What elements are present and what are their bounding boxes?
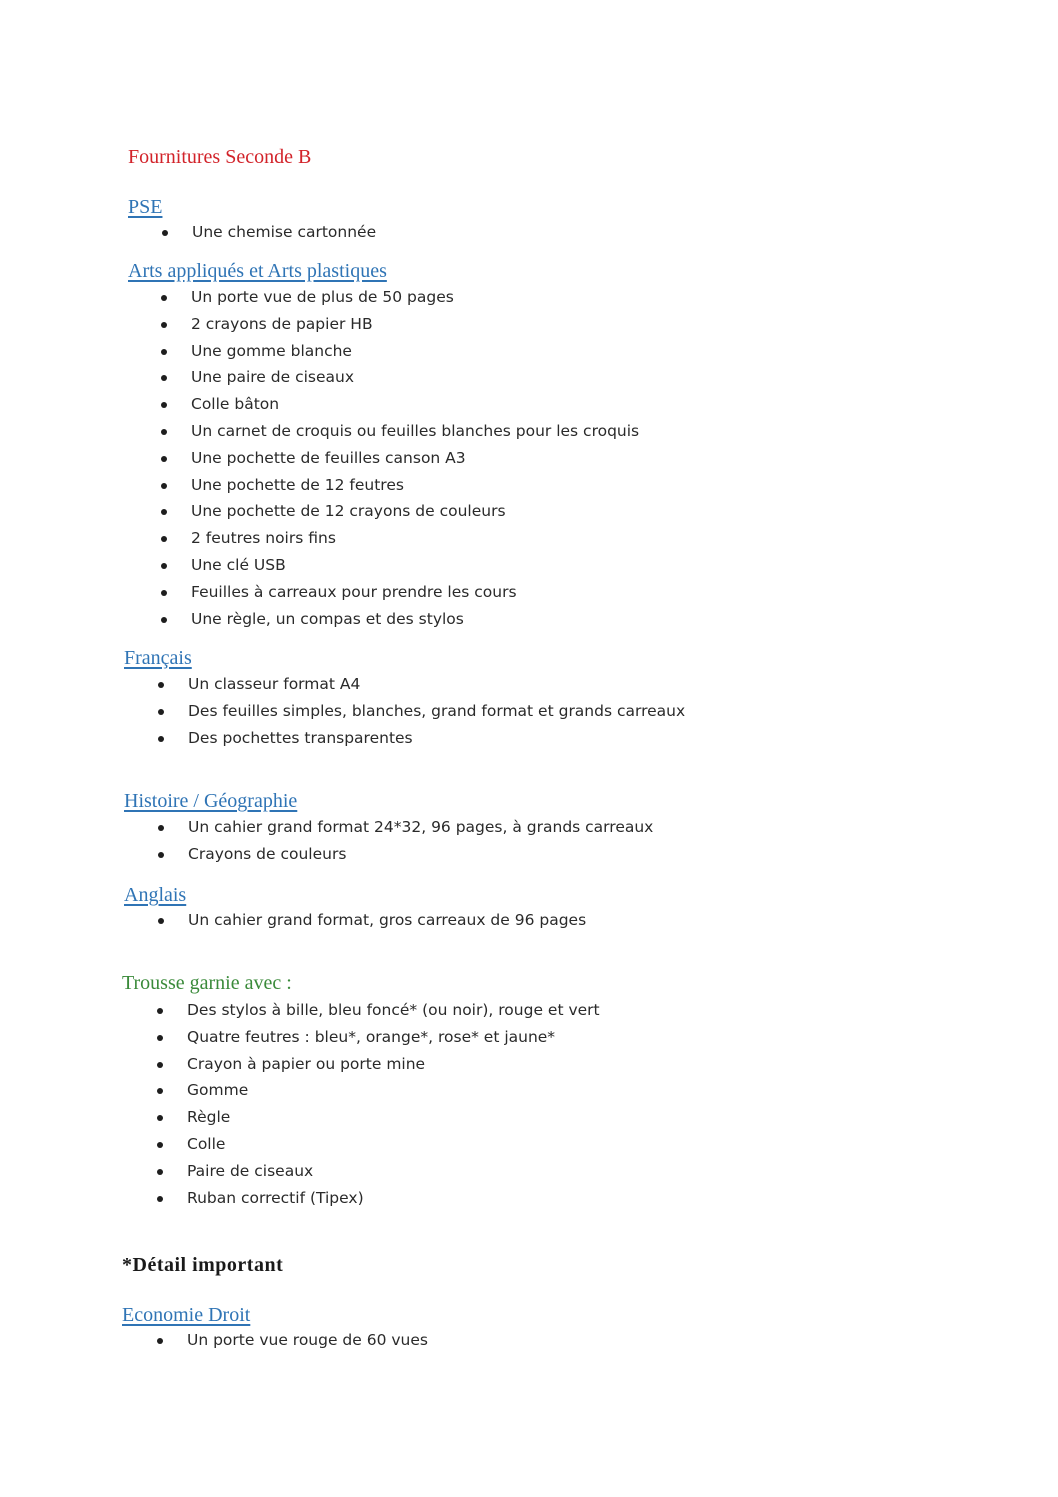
list-item: 2 crayons de papier HB bbox=[161, 311, 639, 338]
list-francais bbox=[158, 671, 685, 751]
list-item: Crayons de couleurs bbox=[158, 841, 653, 868]
list-item: 2 feutres noirs fins bbox=[161, 525, 639, 552]
list-item: Une gomme blanche bbox=[161, 338, 639, 365]
list-item: Un classeur format A4 bbox=[158, 671, 685, 698]
list-item: Une règle, un compas et des stylos bbox=[161, 606, 639, 633]
list-trousse bbox=[157, 997, 600, 1211]
list-histoire-geographie bbox=[158, 814, 653, 868]
list-item: Un porte vue rouge de 60 vues bbox=[157, 1327, 428, 1354]
section-heading-pse: PSE bbox=[128, 196, 163, 218]
important-note-heading: *Détail important bbox=[122, 1254, 284, 1276]
list-item: Gomme bbox=[157, 1077, 600, 1104]
section-heading-anglais: Anglais bbox=[124, 884, 187, 906]
list-item: Un cahier grand format, gros carreaux de 96 pages bbox=[158, 907, 586, 934]
list-arts bbox=[161, 284, 639, 632]
list-item: Une paire de ciseaux bbox=[161, 364, 639, 391]
section-heading-francais: Français bbox=[124, 647, 192, 669]
document-title: Fournitures Seconde B bbox=[128, 146, 312, 168]
list-item: Colle bbox=[157, 1131, 600, 1158]
list-item: Paire de ciseaux bbox=[157, 1158, 600, 1185]
list-item: Colle bâton bbox=[161, 391, 639, 418]
list-item: Feuilles à carreaux pour prendre les cours bbox=[161, 579, 639, 606]
list-item: Une clé USB bbox=[161, 552, 639, 579]
list-item: Des feuilles simples, blanches, grand format et grands carreaux bbox=[158, 698, 685, 725]
list-item: Un porte vue de plus de 50 pages bbox=[161, 284, 639, 311]
list-item: Ruban correctif (Tipex) bbox=[157, 1185, 600, 1212]
list-item: Une pochette de feuilles canson A3 bbox=[161, 445, 639, 472]
list-item: Un carnet de croquis ou feuilles blanches pour les croquis bbox=[161, 418, 639, 445]
list-item: Un cahier grand format 24*32, 96 pages, à grands carreaux bbox=[158, 814, 653, 841]
section-heading-arts: Arts appliqués et Arts plastiques bbox=[128, 260, 387, 282]
list-item: Crayon à papier ou porte mine bbox=[157, 1051, 600, 1078]
list-item: Des pochettes transparentes bbox=[158, 725, 685, 752]
section-heading-economie-droit: Economie Droit bbox=[122, 1304, 251, 1326]
list-item: Des stylos à bille, bleu foncé* (ou noir), rouge et vert bbox=[157, 997, 600, 1024]
list-item: Règle bbox=[157, 1104, 600, 1131]
list-item: Une pochette de 12 feutres bbox=[161, 472, 639, 499]
list-pse bbox=[162, 219, 376, 246]
section-heading-histoire-geographie: Histoire / Géographie bbox=[124, 790, 298, 812]
list-item: Quatre feutres : bleu*, orange*, rose* et jaune* bbox=[157, 1024, 600, 1051]
section-heading-trousse: Trousse garnie avec : bbox=[122, 972, 292, 994]
list-anglais bbox=[158, 907, 586, 934]
list-item: Une pochette de 12 crayons de couleurs bbox=[161, 498, 639, 525]
list-item: Une chemise cartonnée bbox=[162, 219, 376, 246]
list-economie-droit bbox=[157, 1327, 428, 1354]
